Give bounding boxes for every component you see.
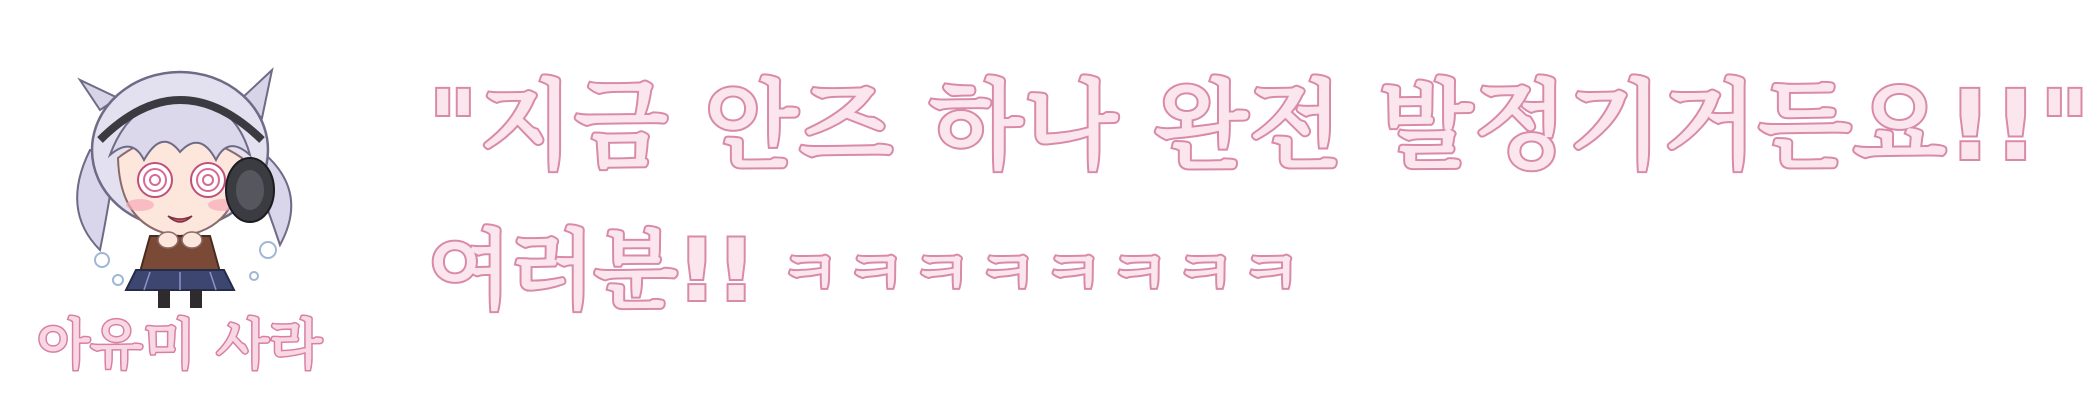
speaker-avatar — [40, 40, 320, 310]
dialogue-line-2 — [428, 221, 1307, 321]
dialogue-line-2-laugh: ㅋㅋㅋㅋㅋㅋㅋㅋ — [779, 236, 1307, 309]
speaker-name-label: 아유미 사라 — [37, 313, 323, 376]
dialogue-line-2-main: 여러분!! — [428, 221, 756, 321]
dialogue-line-1: "지금 안즈 하나 완전 발정기거든요!!" — [428, 70, 2092, 182]
chibi-girl-headphones-icon — [40, 40, 320, 310]
